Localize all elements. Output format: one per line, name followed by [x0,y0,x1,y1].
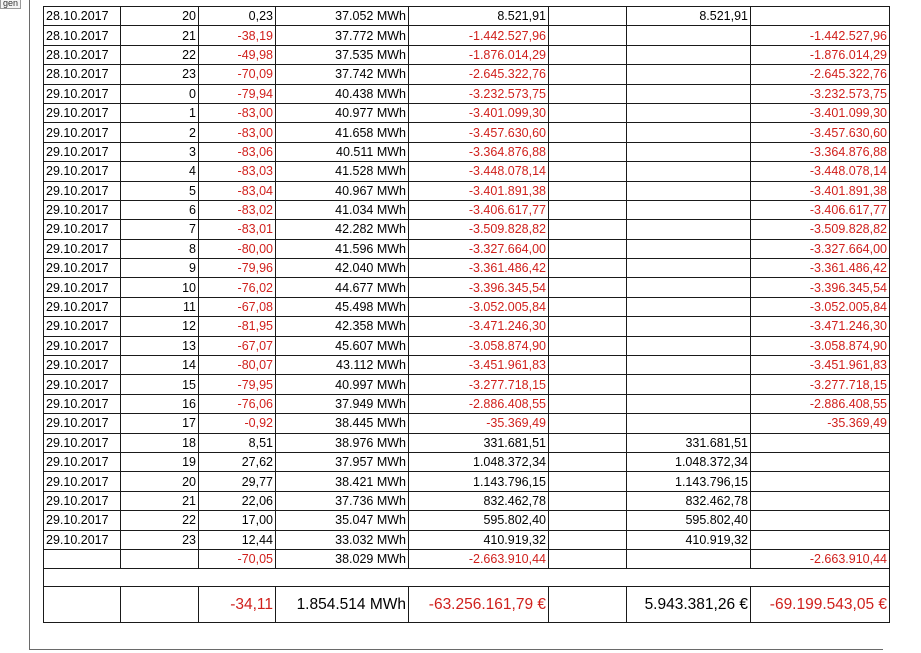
date-cell: 28.10.2017 [44,26,121,45]
energy-cell: 37.949 MWh [276,394,409,413]
value-cell: -3.448.078,14 [409,162,549,181]
date-cell: 29.10.2017 [44,394,121,413]
energy-cell: 37.535 MWh [276,45,409,64]
table-row [44,278,890,297]
energy-cell: 37.742 MWh [276,65,409,84]
negative-value-cell [751,7,890,26]
date-cell: 28.10.2017 [44,45,121,64]
date-cell: 29.10.2017 [44,452,121,471]
table-row [44,297,890,316]
date-cell: 29.10.2017 [44,84,121,103]
price-cell: -79,95 [199,375,276,394]
negative-value-cell: -3.327.664,00 [751,239,890,258]
value-cell: -3.327.664,00 [409,239,549,258]
date-cell: 29.10.2017 [44,491,121,510]
positive-value-cell [627,336,751,355]
energy-cell: 37.772 MWh [276,26,409,45]
price-cell: -80,07 [199,356,276,375]
date-cell: 29.10.2017 [44,297,121,316]
price-cell: -79,96 [199,259,276,278]
total-positive-cell: 5.943.381,26 € [627,587,751,623]
date-cell: 28.10.2017 [44,7,121,26]
energy-cell: 38.445 MWh [276,414,409,433]
value-cell: -3.401.891,38 [409,181,549,200]
value-cell: -3.457.630,60 [409,123,549,142]
total-energy-cell: 1.854.514 MWh [276,587,409,623]
energy-cell: 37.957 MWh [276,452,409,471]
negative-value-cell: -3.406.617,77 [751,200,890,219]
page-border-left [29,0,30,650]
value-cell: -3.406.617,77 [409,200,549,219]
negative-value-cell [751,491,890,510]
energy-cell: 37.736 MWh [276,491,409,510]
hour-cell: 13 [121,336,199,355]
price-cell: -83,04 [199,181,276,200]
date-cell: 29.10.2017 [44,239,121,258]
table-row [44,511,890,530]
price-cell: 17,00 [199,511,276,530]
table-row [44,491,890,510]
table-row [44,239,890,258]
blank-cell [549,511,627,530]
price-cell: -76,02 [199,278,276,297]
hour-cell: 23 [121,65,199,84]
blank-cell [549,452,627,471]
price-cell: 22,06 [199,491,276,510]
price-cell: -83,06 [199,142,276,161]
date-cell: 29.10.2017 [44,142,121,161]
price-cell: -76,06 [199,394,276,413]
price-cell: 27,62 [199,452,276,471]
value-cell: -3.058.874,90 [409,336,549,355]
table-row [44,26,890,45]
negative-value-cell: -3.509.828,82 [751,220,890,239]
date-cell: 29.10.2017 [44,259,121,278]
table-row [44,162,890,181]
blank-cell [549,259,627,278]
blank-cell [549,375,627,394]
value-cell: -3.361.486,42 [409,259,549,278]
blank-cell [549,297,627,316]
positive-value-cell [627,220,751,239]
blank-cell [549,530,627,549]
ledger-table [43,6,890,623]
negative-value-cell: -35.369,49 [751,414,890,433]
positive-value-cell: 1.048.372,34 [627,452,751,471]
negative-value-cell: -2.645.322,76 [751,65,890,84]
blank-cell [121,549,199,568]
value-cell: 832.462,78 [409,491,549,510]
negative-value-cell: -3.457.630,60 [751,123,890,142]
energy-cell: 44.677 MWh [276,278,409,297]
blank-cell [549,162,627,181]
corner-tab[interactable] [0,0,21,9]
blank-cell [549,45,627,64]
table-row [44,452,890,471]
positive-value-cell [627,297,751,316]
positive-value-cell [627,123,751,142]
negative-value-cell: -2.886.408,55 [751,394,890,413]
price-cell: -83,01 [199,220,276,239]
price-cell: 0,23 [199,7,276,26]
totals-row [44,587,890,623]
hour-cell: 7 [121,220,199,239]
price-cell: -38,19 [199,26,276,45]
price-cell: -83,02 [199,200,276,219]
negative-value-cell: -3.052.005,84 [751,297,890,316]
date-cell: 29.10.2017 [44,433,121,452]
energy-cell: 38.421 MWh [276,472,409,491]
negative-value-cell [751,511,890,530]
date-cell: 29.10.2017 [44,278,121,297]
hour-cell: 15 [121,375,199,394]
value-cell: -3.396.345,54 [409,278,549,297]
price-cell: -70,09 [199,65,276,84]
positive-value-cell: 832.462,78 [627,491,751,510]
table-row [44,220,890,239]
table-row [44,414,890,433]
average-value-cell: -2.663.910,44 [409,549,549,568]
positive-value-cell: 1.143.796,15 [627,472,751,491]
average-negative-cell: -2.663.910,44 [751,549,890,568]
price-cell: 12,44 [199,530,276,549]
negative-value-cell: -1.442.527,96 [751,26,890,45]
value-cell: 410.919,32 [409,530,549,549]
energy-cell: 41.596 MWh [276,239,409,258]
hour-cell: 18 [121,433,199,452]
hour-cell: 8 [121,239,199,258]
value-cell: 331.681,51 [409,433,549,452]
hour-cell: 19 [121,452,199,471]
table-row [44,65,890,84]
energy-cell: 33.032 MWh [276,530,409,549]
price-cell: -83,00 [199,123,276,142]
positive-value-cell [627,84,751,103]
blank-cell [627,549,751,568]
price-cell: -0,92 [199,414,276,433]
value-cell: -1.876.014,29 [409,45,549,64]
positive-value-cell [627,103,751,122]
blank-cell [549,84,627,103]
energy-cell: 40.977 MWh [276,103,409,122]
hour-cell: 20 [121,7,199,26]
hour-cell: 11 [121,297,199,316]
blank-cell [549,394,627,413]
table-row [44,394,890,413]
positive-value-cell [627,259,751,278]
table-row [44,472,890,491]
date-cell: 29.10.2017 [44,123,121,142]
positive-value-cell [627,394,751,413]
hour-cell: 9 [121,259,199,278]
blank-cell [549,123,627,142]
hour-cell: 21 [121,491,199,510]
spacer-row [44,569,890,587]
spacer-cell [44,569,890,587]
date-cell: 29.10.2017 [44,511,121,530]
price-cell: 8,51 [199,433,276,452]
average-price-cell: -70,05 [199,549,276,568]
energy-cell: 40.438 MWh [276,84,409,103]
table-row [44,530,890,549]
hour-cell: 12 [121,317,199,336]
hour-cell: 4 [121,162,199,181]
hour-cell: 2 [121,123,199,142]
date-cell: 29.10.2017 [44,375,121,394]
energy-cell: 38.976 MWh [276,433,409,452]
blank-cell [549,336,627,355]
blank-cell [549,356,627,375]
negative-value-cell: -3.277.718,15 [751,375,890,394]
energy-cell: 42.282 MWh [276,220,409,239]
negative-value-cell: -3.232.573,75 [751,84,890,103]
date-cell: 29.10.2017 [44,356,121,375]
total-value-cell: -63.256.161,79 € [409,587,549,623]
blank-cell [549,220,627,239]
energy-cell: 41.528 MWh [276,162,409,181]
positive-value-cell [627,200,751,219]
average-energy-cell: 38.029 MWh [276,549,409,568]
price-cell: -67,08 [199,297,276,316]
energy-cell: 35.047 MWh [276,511,409,530]
page-border-bottom [29,649,883,650]
hour-cell: 14 [121,356,199,375]
date-cell: 29.10.2017 [44,472,121,491]
hour-cell: 0 [121,84,199,103]
energy-cell: 42.358 MWh [276,317,409,336]
positive-value-cell [627,142,751,161]
blank-cell [549,181,627,200]
ledger-body [44,7,890,623]
price-cell: -67,07 [199,336,276,355]
positive-value-cell [627,239,751,258]
blank-cell [549,433,627,452]
negative-value-cell: -3.401.099,30 [751,103,890,122]
negative-value-cell: -3.401.891,38 [751,181,890,200]
blank-cell [549,587,627,623]
value-cell: -3.232.573,75 [409,84,549,103]
negative-value-cell: -1.876.014,29 [751,45,890,64]
corner-tab-label: gen [2,0,19,8]
positive-value-cell: 595.802,40 [627,511,751,530]
energy-cell: 45.607 MWh [276,336,409,355]
value-cell: -35.369,49 [409,414,549,433]
blank-cell [549,472,627,491]
table-row [44,200,890,219]
negative-value-cell: -3.451.961,83 [751,356,890,375]
hour-cell: 21 [121,26,199,45]
value-cell: 8.521,91 [409,7,549,26]
total-negative-cell: -69.199.543,05 € [751,587,890,623]
positive-value-cell: 331.681,51 [627,433,751,452]
value-cell: -3.364.876,88 [409,142,549,161]
blank-cell [549,317,627,336]
date-cell: 29.10.2017 [44,220,121,239]
blank-cell [549,65,627,84]
value-cell: -1.442.527,96 [409,26,549,45]
date-cell: 29.10.2017 [44,317,121,336]
value-cell: -2.886.408,55 [409,394,549,413]
blank-cell [549,103,627,122]
table-row [44,259,890,278]
average-row [44,549,890,568]
blank-cell [549,239,627,258]
value-cell: -3.401.099,30 [409,103,549,122]
positive-value-cell [627,26,751,45]
price-cell: -80,00 [199,239,276,258]
table-row [44,356,890,375]
price-cell: -83,03 [199,162,276,181]
table-row [44,433,890,452]
hour-cell: 5 [121,181,199,200]
price-cell: -83,00 [199,103,276,122]
price-cell: -49,98 [199,45,276,64]
positive-value-cell [627,317,751,336]
table-row [44,123,890,142]
negative-value-cell: -3.448.078,14 [751,162,890,181]
positive-value-cell [627,181,751,200]
date-cell: 29.10.2017 [44,200,121,219]
value-cell: 1.143.796,15 [409,472,549,491]
value-cell: 1.048.372,34 [409,452,549,471]
positive-value-cell [627,65,751,84]
total-price-cell: -34,11 [199,587,276,623]
price-cell: 29,77 [199,472,276,491]
table-row [44,45,890,64]
table-row [44,142,890,161]
negative-value-cell [751,433,890,452]
hour-cell: 6 [121,200,199,219]
date-cell: 29.10.2017 [44,162,121,181]
date-cell: 29.10.2017 [44,336,121,355]
blank-cell [549,142,627,161]
table-row [44,375,890,394]
negative-value-cell: -3.471.246,30 [751,317,890,336]
energy-cell: 37.052 MWh [276,7,409,26]
blank-cell [44,549,121,568]
energy-cell: 42.040 MWh [276,259,409,278]
negative-value-cell: -3.364.876,88 [751,142,890,161]
energy-cell: 40.511 MWh [276,142,409,161]
value-cell: -3.277.718,15 [409,375,549,394]
blank-cell [549,278,627,297]
hour-cell: 20 [121,472,199,491]
energy-cell: 43.112 MWh [276,356,409,375]
value-cell: -3.052.005,84 [409,297,549,316]
hour-cell: 17 [121,414,199,433]
hour-cell: 16 [121,394,199,413]
positive-value-cell [627,356,751,375]
blank-cell [549,549,627,568]
energy-cell: 41.658 MWh [276,123,409,142]
table-row [44,7,890,26]
blank-cell [549,491,627,510]
table-row [44,181,890,200]
date-cell: 29.10.2017 [44,103,121,122]
energy-cell: 45.498 MWh [276,297,409,316]
price-cell: -81,95 [199,317,276,336]
negative-value-cell: -3.396.345,54 [751,278,890,297]
positive-value-cell [627,375,751,394]
hour-cell: 23 [121,530,199,549]
hour-cell: 22 [121,45,199,64]
blank-cell [549,26,627,45]
date-cell: 28.10.2017 [44,65,121,84]
table-row [44,336,890,355]
blank-cell [44,587,121,623]
value-cell: -3.471.246,30 [409,317,549,336]
positive-value-cell [627,278,751,297]
hour-cell: 3 [121,142,199,161]
value-cell: 595.802,40 [409,511,549,530]
positive-value-cell: 410.919,32 [627,530,751,549]
positive-value-cell: 8.521,91 [627,7,751,26]
date-cell: 29.10.2017 [44,530,121,549]
blank-cell [549,7,627,26]
negative-value-cell [751,530,890,549]
price-cell: -79,94 [199,84,276,103]
negative-value-cell: -3.361.486,42 [751,259,890,278]
table-row [44,103,890,122]
table-row [44,84,890,103]
negative-value-cell [751,472,890,491]
negative-value-cell [751,452,890,471]
date-cell: 29.10.2017 [44,181,121,200]
energy-cell: 40.997 MWh [276,375,409,394]
positive-value-cell [627,414,751,433]
positive-value-cell [627,45,751,64]
energy-cell: 40.967 MWh [276,181,409,200]
hour-cell: 10 [121,278,199,297]
table-row [44,317,890,336]
value-cell: -3.509.828,82 [409,220,549,239]
blank-cell [121,587,199,623]
positive-value-cell [627,162,751,181]
value-cell: -3.451.961,83 [409,356,549,375]
hour-cell: 22 [121,511,199,530]
hour-cell: 1 [121,103,199,122]
energy-cell: 41.034 MWh [276,200,409,219]
blank-cell [549,200,627,219]
date-cell: 29.10.2017 [44,414,121,433]
negative-value-cell: -3.058.874,90 [751,336,890,355]
value-cell: -2.645.322,76 [409,65,549,84]
blank-cell [549,414,627,433]
